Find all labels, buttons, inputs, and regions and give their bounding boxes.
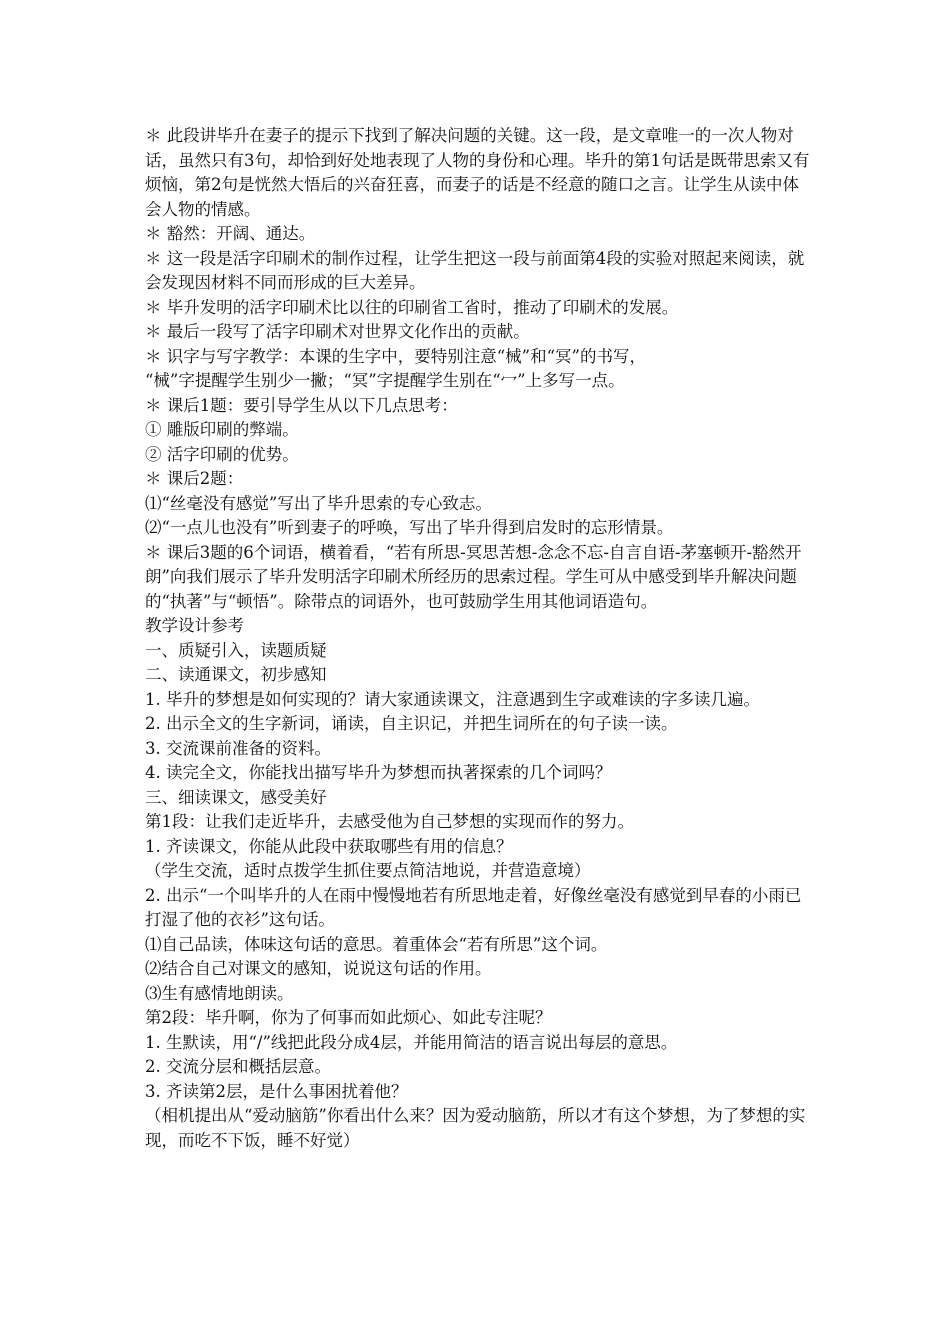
step-1: 1. 毕升的梦想是如何实现的？请大家通读课文，注意遇到生字或难读的字多读几遍。 — [145, 689, 760, 709]
sub-step-2: ⑵结合自己对课文的感知，说说这句话的作用。 — [145, 959, 492, 978]
paragraph-key-dialogue: ＊ 此段讲毕升在妻子的提示下找到了解决问题的关键。这一段，是文章唯一的一次人物对话，虽然只有3句，却恰到好处地表现了人物的身份和心理。毕升的第1句话是既带思索又有烦恼，第2句是恍然大悟后的兴奋狂喜，而妻子的话是不经意的随口之言。让学生从读中体会人物的情感。 — [145, 126, 810, 219]
step-3-read: 3. 齐读第2层，是什么事困扰着他？ — [145, 1081, 408, 1101]
list-item-2: ② 活字印刷的优势。 — [145, 444, 299, 464]
paragraph-printing-process: ＊ 这一段是活字印刷术的制作过程，让学生把这一段与前面第4段的实验对照起来阅读，就会发现因材料不同而形成的巨大差异。 — [145, 248, 805, 292]
step-2-exchange: 2. 交流分层和概括层意。 — [145, 1057, 331, 1076]
list-item-a: ⑴“丝毫没有感觉”写出了毕升思索的专心致志。 — [145, 493, 492, 513]
step-3: 3. 交流课前准备的资料。 — [145, 738, 331, 758]
step-1-silent-read: 1. 生默读，用“/”线把此段分成4层，并能用简洁的语言说出每层的意思。 — [145, 1032, 678, 1052]
paragraph-invention-effect: ＊ 毕升发明的活字印刷术比以往的印刷省工省时，推动了印刷术的发展。 — [145, 297, 679, 317]
paragraph-writing-hints: “械”字提醒学生别少一撇；“冥”字提醒学生别在“冖”上多写一点。 — [145, 371, 625, 390]
list-item-1: ① 雕版印刷的弊端。 — [145, 420, 299, 439]
paragraph-exercise-3: ＊ 课后3题的6个词语，横着看，“若有所思-冥思苦想-念念不忘-自言自语-茅塞顿开-豁然开朗”向我们展示了毕升发明活字印刷术所经历的思索过程。学生可从中感受到毕升解决问题的“执著”与“顿悟”。除带点的词语外，也可鼓励学生用其他词语造句。 — [145, 542, 802, 611]
sub-step-1: ⑴自己品读，体味这句话的意思。着重体会“若有所思”这个词。 — [145, 934, 608, 954]
paragraph-exercise-2: ＊ 课后2题： — [145, 469, 244, 488]
paragraph-section-2: 第2段：毕升啊，你为了何事而如此烦心、如此专注呢？ — [145, 1008, 552, 1027]
step-2-sentence: 2. 出示“一个叫毕升的人在雨中慢慢地若有所思地走着，好像丝毫没有感觉到早春的小雨已打湿了他的衣衫”这句话。 — [145, 885, 802, 929]
note-student-exchange: （学生交流，适时点拨学生抓住要点简洁地说，并营造意境） — [145, 861, 591, 880]
note-think: （相机提出从“爱动脑筋”你看出什么来？因为爱动脑筋，所以才有这个梦想，为了梦想的实现，而吃不下饭，睡不好觉） — [145, 1106, 806, 1150]
document-page — [145, 124, 810, 1153]
paragraph-section-1: 第1段：让我们走近毕升，去感受他为自己梦想的实现而作的努力。 — [145, 812, 634, 831]
section-heading-2: 二、读通课文，初步感知 — [145, 665, 327, 684]
step-1-read: 1. 齐读课文，你能从此段中获取哪些有用的信息？ — [145, 836, 513, 856]
section-heading-1: 一、质疑引入，读题质疑 — [145, 640, 327, 660]
paragraph-exercise-1: ＊ 课后1题：要引导学生从以下几点思考： — [145, 395, 458, 415]
paragraph-contribution: ＊ 最后一段写了活字印刷术对世界文化作出的贡献。 — [145, 322, 530, 341]
sub-step-3: ⑶生有感情地朗读。 — [145, 983, 294, 1003]
section-heading-3: 三、细读课文，感受美好 — [145, 787, 327, 807]
paragraph-huoran-definition: ＊ 豁然：开阔、通达。 — [145, 224, 316, 243]
paragraph-writing-teaching: ＊ 识字与写字教学：本课的生字中，要特别注意“械”和“冥”的书写， — [145, 346, 646, 366]
list-item-b: ⑵“一点儿也没有”听到妻子的呼唤，写出了毕升得到启发时的忘形情景。 — [145, 518, 674, 537]
step-2: 2. 出示全文的生字新词，诵读，自主识记，并把生词所在的句子读一读。 — [145, 714, 678, 733]
step-4: 4. 读完全文，你能找出描写毕升为梦想而执著探索的几个词吗？ — [145, 763, 612, 782]
section-heading-reference: 教学设计参考 — [145, 616, 244, 635]
